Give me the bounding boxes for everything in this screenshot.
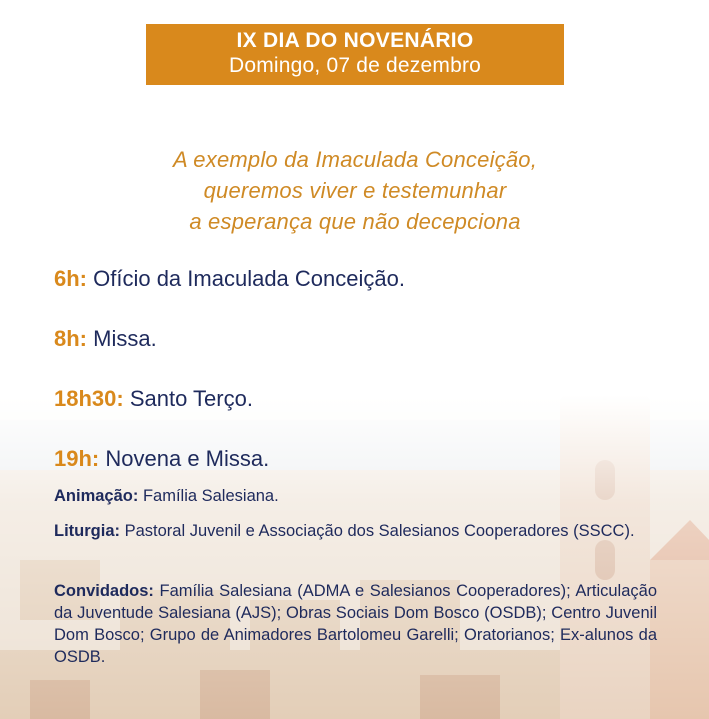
note-text: Família Salesiana (ADMA e Salesianos Cooperadores); Articulação da Juventude Salesiana (AJS); Obras Sociais Dom Bosco (OSDB); Centro Juvenil Dom Bosco; Grupo de Animadores Bartolomeu Garelli; Oratorianos; Ex-alunos da OSDB.: [54, 582, 657, 666]
motto-line: queremos viver e testemunhar: [203, 178, 507, 203]
banner-date: Domingo, 07 de dezembro: [228, 54, 482, 77]
schedule-time: 18h30:: [54, 386, 124, 411]
motto-line: a esperança que não decepciona: [189, 209, 521, 234]
note-text: Família Salesiana.: [142, 487, 279, 505]
note-label: Animação:: [54, 487, 139, 505]
schedule-event: Novena e Missa.: [105, 446, 270, 471]
schedule-time: 8h:: [54, 326, 87, 351]
note-text: Pastoral Juvenil e Associação dos Salesianos Cooperadores (SSCC).: [124, 522, 635, 540]
schedule-time: 19h:: [54, 446, 100, 471]
schedule-event: Ofício da Imaculada Conceição.: [93, 266, 405, 291]
header-banner: [146, 24, 564, 85]
note-label: Convidados:: [54, 582, 154, 600]
schedule-item: [54, 386, 253, 412]
schedule-item: [54, 326, 157, 352]
schedule-event: Santo Terço.: [129, 386, 253, 411]
schedule-item: [54, 266, 405, 292]
note-convidados: [54, 580, 657, 668]
note-label: Liturgia:: [54, 522, 120, 540]
note-animacao: [54, 485, 657, 507]
schedule-item: [54, 446, 269, 472]
banner-title: IX DIA DO NOVENÁRIO: [236, 29, 474, 52]
schedule-event: Missa.: [93, 326, 157, 351]
schedule-time: 6h:: [54, 266, 87, 291]
motto-line: A exemplo da Imaculada Conceição,: [172, 147, 538, 172]
motto: [60, 144, 650, 237]
note-liturgia: [54, 520, 657, 542]
